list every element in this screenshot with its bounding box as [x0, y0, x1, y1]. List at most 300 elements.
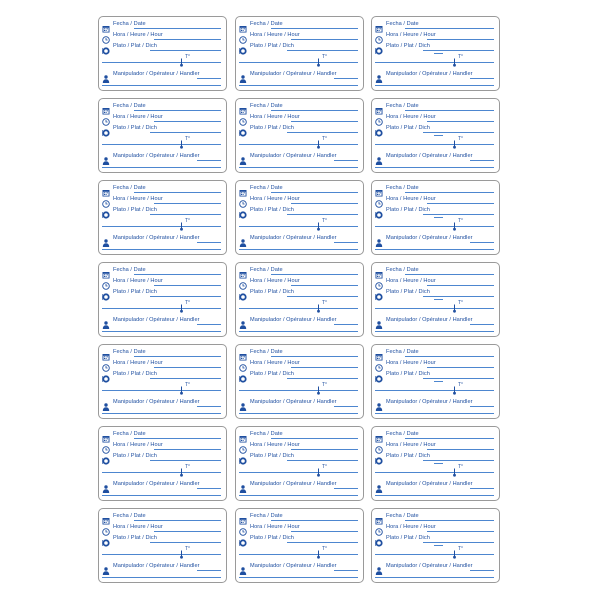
dish-field[interactable]	[287, 296, 358, 297]
hour-label: Hora / Heure / Hour	[386, 278, 436, 284]
extra-line[interactable]	[102, 85, 221, 86]
date-label: Fecha / Date	[250, 431, 283, 437]
temp-line[interactable]	[239, 554, 358, 555]
clock-icon	[375, 523, 383, 531]
date-row	[375, 266, 494, 276]
hour-field[interactable]	[427, 121, 494, 122]
temp-unit: T°	[322, 546, 328, 552]
dish-label: Plato / Plat / Dich	[386, 453, 430, 459]
handler-field[interactable]	[334, 488, 358, 489]
dish-field[interactable]	[150, 378, 221, 379]
temperature-marker	[316, 54, 328, 64]
hour-row	[375, 441, 494, 451]
temp-line[interactable]	[102, 390, 221, 391]
temp-line[interactable]	[239, 308, 358, 309]
date-field[interactable]	[134, 192, 221, 193]
person-icon	[239, 316, 247, 324]
handler-row	[239, 398, 358, 408]
dish-field[interactable]	[423, 460, 494, 461]
date-row	[239, 102, 358, 112]
handler-field[interactable]	[197, 324, 221, 325]
dish-row	[102, 206, 221, 216]
hour-row	[102, 113, 221, 123]
hour-row	[375, 277, 494, 287]
date-field[interactable]	[405, 274, 494, 275]
handler-label: Manipulador / Opérateur / Handler	[386, 317, 473, 323]
calendar-icon	[102, 266, 110, 274]
dish-field[interactable]	[150, 214, 221, 215]
hour-label: Hora / Heure / Hour	[386, 196, 436, 202]
handler-label: Manipulador / Opérateur / Handler	[386, 563, 473, 569]
dash-mark	[434, 545, 443, 546]
dash-mark	[434, 381, 443, 382]
dish-label: Plato / Plat / Dich	[250, 125, 294, 131]
temp-line[interactable]	[239, 472, 358, 473]
date-row	[102, 102, 221, 112]
date-label: Fecha / Date	[250, 21, 283, 27]
dish-field[interactable]	[287, 378, 358, 379]
dish-field[interactable]	[423, 50, 494, 51]
handler-field[interactable]	[470, 406, 494, 407]
extra-line[interactable]	[375, 167, 494, 168]
handler-field[interactable]	[470, 324, 494, 325]
date-field[interactable]	[134, 110, 221, 111]
person-icon	[239, 234, 247, 242]
date-row	[239, 512, 358, 522]
handler-field[interactable]	[334, 78, 358, 79]
thermometer-icon	[179, 300, 184, 317]
food-label	[98, 426, 227, 501]
temp-line[interactable]	[102, 226, 221, 227]
extra-line[interactable]	[375, 249, 494, 250]
hour-row	[375, 195, 494, 205]
date-field[interactable]	[405, 28, 494, 29]
temp-unit: T°	[185, 136, 191, 142]
handler-field[interactable]	[197, 78, 221, 79]
handler-row	[239, 316, 358, 326]
dish-label: Plato / Plat / Dich	[250, 535, 294, 541]
date-field[interactable]	[271, 192, 358, 193]
calendar-icon	[239, 430, 247, 438]
temp-line[interactable]	[375, 144, 494, 145]
dish-label: Plato / Plat / Dich	[113, 535, 157, 541]
handler-label: Manipulador / Opérateur / Handler	[250, 563, 337, 569]
hour-field[interactable]	[427, 449, 494, 450]
handler-label: Manipulador / Opérateur / Handler	[386, 235, 473, 241]
dish-field[interactable]	[287, 50, 358, 51]
temp-unit: T°	[185, 54, 191, 60]
clock-icon	[239, 113, 247, 121]
hour-field[interactable]	[427, 39, 494, 40]
clock-icon	[102, 195, 110, 203]
temp-line[interactable]	[375, 390, 494, 391]
dish-field[interactable]	[287, 132, 358, 133]
temp-unit: T°	[322, 54, 328, 60]
extra-line[interactable]	[239, 167, 358, 168]
hour-row	[102, 277, 221, 287]
calendar-icon	[239, 184, 247, 192]
plate-icon	[375, 370, 383, 378]
person-icon	[102, 398, 110, 406]
food-label	[371, 98, 500, 173]
temperature-marker	[179, 546, 191, 556]
dish-field[interactable]	[150, 296, 221, 297]
extra-line[interactable]	[239, 249, 358, 250]
dish-field[interactable]	[423, 132, 494, 133]
person-icon	[102, 152, 110, 160]
dish-row	[375, 206, 494, 216]
hour-row	[375, 359, 494, 369]
extra-line[interactable]	[102, 331, 221, 332]
temp-line[interactable]	[375, 308, 494, 309]
calendar-icon	[375, 430, 383, 438]
plate-icon	[239, 42, 247, 50]
person-icon	[239, 480, 247, 488]
handler-row	[102, 398, 221, 408]
handler-field[interactable]	[470, 160, 494, 161]
dish-row	[375, 288, 494, 298]
hour-row	[239, 195, 358, 205]
date-field[interactable]	[271, 356, 358, 357]
handler-label: Manipulador / Opérateur / Handler	[113, 153, 200, 159]
extra-line[interactable]	[102, 495, 221, 496]
person-icon	[375, 316, 383, 324]
dish-field[interactable]	[150, 542, 221, 543]
hour-field[interactable]	[154, 39, 221, 40]
plate-icon	[102, 370, 110, 378]
hour-field[interactable]	[154, 531, 221, 532]
dish-row	[239, 206, 358, 216]
food-label	[98, 16, 227, 91]
dish-field[interactable]	[287, 214, 358, 215]
calendar-icon	[239, 266, 247, 274]
extra-line[interactable]	[102, 577, 221, 578]
handler-row	[239, 70, 358, 80]
handler-field[interactable]	[470, 488, 494, 489]
handler-label: Manipulador / Opérateur / Handler	[113, 317, 200, 323]
handler-field[interactable]	[197, 242, 221, 243]
date-label: Fecha / Date	[250, 349, 283, 355]
hour-row	[102, 195, 221, 205]
handler-row	[102, 316, 221, 326]
handler-field[interactable]	[334, 242, 358, 243]
handler-field[interactable]	[334, 160, 358, 161]
temp-line[interactable]	[375, 472, 494, 473]
temperature-marker	[316, 136, 328, 146]
hour-field[interactable]	[154, 285, 221, 286]
handler-field[interactable]	[197, 406, 221, 407]
dish-field[interactable]	[423, 296, 494, 297]
date-field[interactable]	[271, 274, 358, 275]
temperature-marker	[316, 300, 328, 310]
hour-label: Hora / Heure / Hour	[386, 114, 436, 120]
extra-line[interactable]	[239, 413, 358, 414]
food-label	[235, 16, 364, 91]
calendar-icon	[239, 20, 247, 28]
dish-field[interactable]	[150, 50, 221, 51]
handler-field[interactable]	[470, 242, 494, 243]
date-field[interactable]	[134, 520, 221, 521]
clock-icon	[239, 359, 247, 367]
handler-field[interactable]	[470, 78, 494, 79]
calendar-icon	[239, 102, 247, 110]
food-label	[98, 262, 227, 337]
hour-row	[375, 113, 494, 123]
temp-line[interactable]	[102, 144, 221, 145]
extra-line[interactable]	[239, 85, 358, 86]
handler-field[interactable]	[470, 570, 494, 571]
temp-unit: T°	[185, 300, 191, 306]
dish-label: Plato / Plat / Dich	[250, 289, 294, 295]
temperature-marker	[179, 300, 191, 310]
handler-label: Manipulador / Opérateur / Handler	[386, 153, 473, 159]
date-field[interactable]	[271, 438, 358, 439]
dish-label: Plato / Plat / Dich	[250, 207, 294, 213]
date-field[interactable]	[405, 520, 494, 521]
dish-field[interactable]	[150, 460, 221, 461]
temp-line[interactable]	[102, 554, 221, 555]
hour-row	[239, 523, 358, 533]
hour-field[interactable]	[154, 367, 221, 368]
clock-icon	[102, 359, 110, 367]
dish-label: Plato / Plat / Dich	[113, 453, 157, 459]
hour-field[interactable]	[291, 39, 358, 40]
extra-line[interactable]	[239, 331, 358, 332]
temp-line[interactable]	[102, 308, 221, 309]
temp-unit: T°	[185, 382, 191, 388]
hour-field[interactable]	[427, 203, 494, 204]
dish-row	[239, 288, 358, 298]
temp-unit: T°	[185, 546, 191, 552]
dish-row	[102, 370, 221, 380]
date-label: Fecha / Date	[113, 21, 146, 27]
date-label: Fecha / Date	[250, 185, 283, 191]
date-field[interactable]	[271, 520, 358, 521]
calendar-icon	[375, 266, 383, 274]
hour-row	[375, 523, 494, 533]
food-label	[235, 180, 364, 255]
temp-line[interactable]	[375, 62, 494, 63]
temp-unit: T°	[458, 300, 464, 306]
handler-row	[375, 70, 494, 80]
date-field[interactable]	[405, 110, 494, 111]
dish-field[interactable]	[423, 378, 494, 379]
temperature-marker	[452, 546, 464, 556]
temp-unit: T°	[185, 464, 191, 470]
date-field[interactable]	[271, 28, 358, 29]
handler-field[interactable]	[197, 570, 221, 571]
calendar-icon	[102, 20, 110, 28]
thermometer-icon	[452, 136, 457, 153]
temperature-marker	[316, 218, 328, 228]
date-field[interactable]	[405, 356, 494, 357]
temp-line[interactable]	[375, 226, 494, 227]
clock-icon	[239, 277, 247, 285]
handler-field[interactable]	[197, 160, 221, 161]
extra-line[interactable]	[375, 495, 494, 496]
dash-mark	[434, 217, 443, 218]
date-field[interactable]	[405, 192, 494, 193]
dish-label: Plato / Plat / Dich	[386, 289, 430, 295]
temp-unit: T°	[322, 464, 328, 470]
dish-field[interactable]	[287, 460, 358, 461]
hour-row	[239, 277, 358, 287]
handler-field[interactable]	[334, 406, 358, 407]
thermometer-icon	[452, 218, 457, 235]
extra-line[interactable]	[102, 167, 221, 168]
date-label: Fecha / Date	[113, 513, 146, 519]
extra-line[interactable]	[375, 331, 494, 332]
date-row	[375, 184, 494, 194]
person-icon	[239, 398, 247, 406]
dash-mark	[434, 53, 443, 54]
thermometer-icon	[316, 218, 321, 235]
dish-row	[375, 534, 494, 544]
temperature-marker	[452, 382, 464, 392]
hour-field[interactable]	[427, 367, 494, 368]
handler-row	[375, 152, 494, 162]
plate-icon	[375, 288, 383, 296]
extra-line[interactable]	[375, 413, 494, 414]
handler-field[interactable]	[197, 488, 221, 489]
dish-row	[375, 124, 494, 134]
temp-line[interactable]	[239, 144, 358, 145]
date-field[interactable]	[271, 110, 358, 111]
dish-row	[239, 42, 358, 52]
date-label: Fecha / Date	[386, 267, 419, 273]
date-field[interactable]	[134, 274, 221, 275]
hour-field[interactable]	[291, 449, 358, 450]
temp-line[interactable]	[239, 390, 358, 391]
clock-icon	[239, 441, 247, 449]
extra-line[interactable]	[102, 413, 221, 414]
dish-field[interactable]	[423, 214, 494, 215]
hour-field[interactable]	[291, 203, 358, 204]
handler-row	[239, 562, 358, 572]
clock-icon	[102, 523, 110, 531]
plate-icon	[239, 370, 247, 378]
temp-unit: T°	[458, 54, 464, 60]
hour-row	[102, 31, 221, 41]
temperature-marker	[179, 54, 191, 64]
handler-row	[239, 152, 358, 162]
plate-icon	[102, 206, 110, 214]
clock-icon	[375, 277, 383, 285]
date-field[interactable]	[405, 438, 494, 439]
date-row	[375, 20, 494, 30]
dish-label: Plato / Plat / Dich	[250, 43, 294, 49]
date-label: Fecha / Date	[113, 267, 146, 273]
thermometer-icon	[179, 136, 184, 153]
temp-unit: T°	[322, 300, 328, 306]
handler-row	[375, 562, 494, 572]
date-label: Fecha / Date	[250, 103, 283, 109]
temp-line[interactable]	[102, 472, 221, 473]
hour-field[interactable]	[291, 285, 358, 286]
temp-line[interactable]	[239, 226, 358, 227]
hour-field[interactable]	[154, 203, 221, 204]
handler-field[interactable]	[334, 570, 358, 571]
hour-row	[239, 31, 358, 41]
hour-label: Hora / Heure / Hour	[386, 442, 436, 448]
food-label	[235, 344, 364, 419]
date-field[interactable]	[134, 28, 221, 29]
dish-field[interactable]	[287, 542, 358, 543]
dish-row	[102, 534, 221, 544]
temperature-marker	[316, 546, 328, 556]
dish-label: Plato / Plat / Dich	[250, 453, 294, 459]
hour-field[interactable]	[291, 121, 358, 122]
hour-field[interactable]	[291, 367, 358, 368]
hour-label: Hora / Heure / Hour	[113, 524, 163, 530]
date-row	[239, 266, 358, 276]
hour-field[interactable]	[427, 531, 494, 532]
extra-line[interactable]	[375, 577, 494, 578]
person-icon	[102, 316, 110, 324]
handler-label: Manipulador / Opérateur / Handler	[250, 235, 337, 241]
temp-line[interactable]	[375, 554, 494, 555]
date-field[interactable]	[134, 356, 221, 357]
date-label: Fecha / Date	[386, 349, 419, 355]
extra-line[interactable]	[239, 577, 358, 578]
extra-line[interactable]	[375, 85, 494, 86]
date-field[interactable]	[134, 438, 221, 439]
hour-field[interactable]	[154, 121, 221, 122]
temp-unit: T°	[458, 218, 464, 224]
extra-line[interactable]	[239, 495, 358, 496]
plate-icon	[102, 534, 110, 542]
hour-field[interactable]	[291, 531, 358, 532]
food-label	[371, 262, 500, 337]
person-icon	[102, 70, 110, 78]
temp-unit: T°	[322, 136, 328, 142]
hour-field[interactable]	[154, 449, 221, 450]
hour-row	[239, 359, 358, 369]
hour-row	[102, 523, 221, 533]
dish-row	[375, 370, 494, 380]
hour-row	[239, 441, 358, 451]
calendar-icon	[102, 430, 110, 438]
temperature-marker	[452, 136, 464, 146]
plate-icon	[239, 452, 247, 460]
date-label: Fecha / Date	[250, 513, 283, 519]
plate-icon	[102, 42, 110, 50]
handler-label: Manipulador / Opérateur / Handler	[250, 153, 337, 159]
hour-field[interactable]	[427, 285, 494, 286]
temp-unit: T°	[322, 218, 328, 224]
dish-field[interactable]	[423, 542, 494, 543]
temp-line[interactable]	[102, 62, 221, 63]
handler-label: Manipulador / Opérateur / Handler	[386, 399, 473, 405]
temp-line[interactable]	[239, 62, 358, 63]
dish-row	[375, 452, 494, 462]
extra-line[interactable]	[102, 249, 221, 250]
clock-icon	[239, 523, 247, 531]
handler-row	[239, 234, 358, 244]
clock-icon	[102, 277, 110, 285]
handler-label: Manipulador / Opérateur / Handler	[250, 481, 337, 487]
hour-row	[102, 441, 221, 451]
dish-field[interactable]	[150, 132, 221, 133]
handler-field[interactable]	[334, 324, 358, 325]
hour-label: Hora / Heure / Hour	[386, 360, 436, 366]
date-label: Fecha / Date	[250, 267, 283, 273]
thermometer-icon	[452, 300, 457, 317]
person-icon	[375, 398, 383, 406]
temperature-marker	[452, 464, 464, 474]
handler-row	[102, 480, 221, 490]
dish-label: Plato / Plat / Dich	[386, 371, 430, 377]
